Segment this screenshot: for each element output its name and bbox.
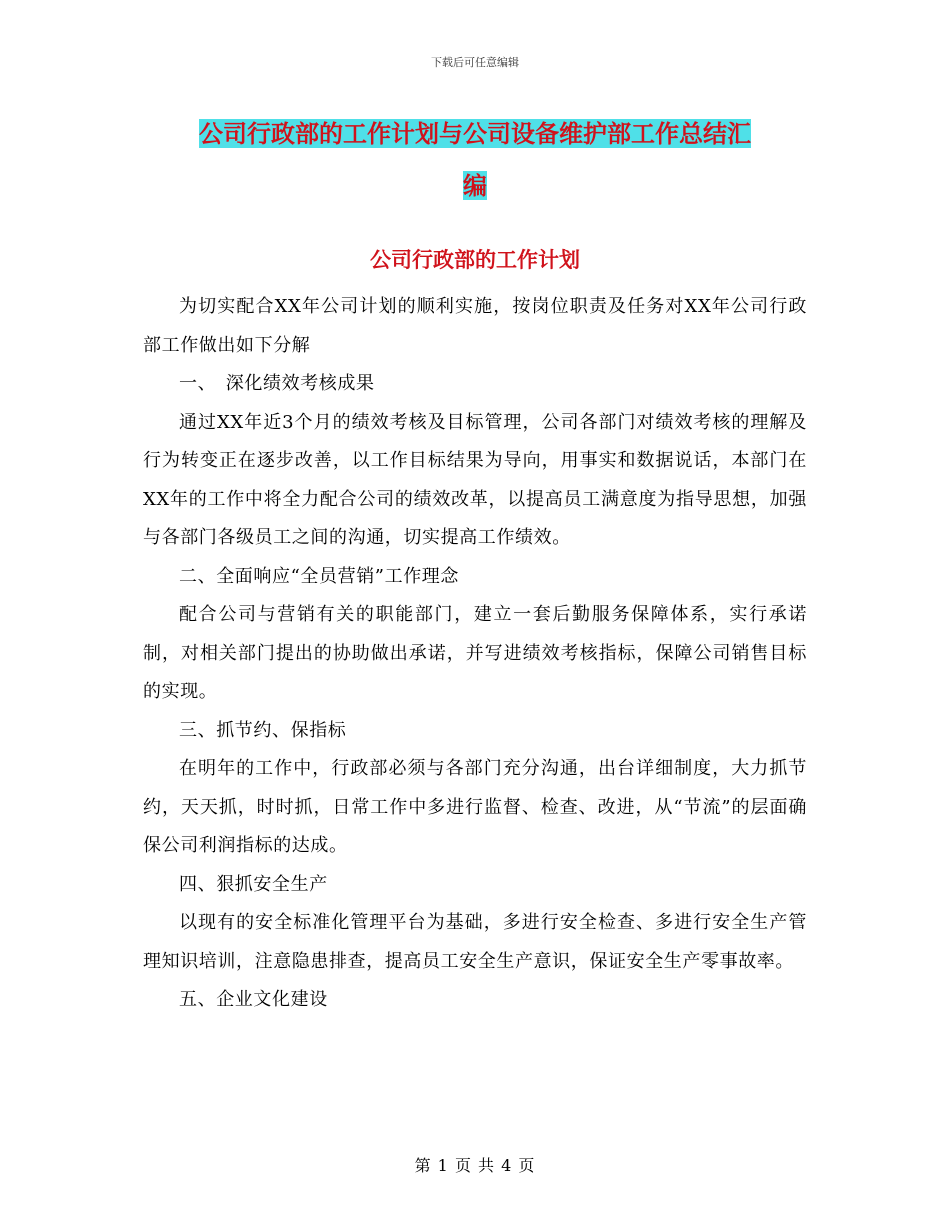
heading-4: 四、狠抓安全生产 xyxy=(179,873,328,895)
paragraph-1: 通过XX年近3个月的绩效考核及目标管理，公司各部门对绩效考核的理解及行为转变正在逐步改善，以工作目标结果为导向，用事实和数据说话，本部门在XX年的工作中将全力配合公司的绩效改革，以提高员工满意度为指导思想，加强与各部门各级员工之间的沟通，切实提高工作绩效。 xyxy=(143,411,807,548)
heading-1: 一、 深化绩效考核成果 xyxy=(179,373,375,394)
document-title-line-2: 编 xyxy=(463,171,487,200)
header-note: 下载后可任意编辑 xyxy=(431,56,519,69)
heading-2: 二、全面响应“全员营销”工作理念 xyxy=(179,565,460,587)
section-title: 公司行政部的工作计划 xyxy=(370,247,580,272)
document-title xyxy=(140,108,810,212)
page-footer: 第 1 页 共 4 页 xyxy=(414,1156,536,1175)
paragraph-2: 配合公司与营销有关的职能部门，建立一套后勤服务保障体系，实行承诺制，对相关部门提出的协助做出承诺，并写进绩效考核指标，保障公司销售目标的实现。 xyxy=(143,604,807,702)
document-title-line-1: 公司行政部的工作计划与公司设备维护部工作总结汇 xyxy=(199,119,751,148)
heading-3: 三、抓节约、保指标 xyxy=(179,719,347,741)
paragraph-intro: 为切实配合XX年公司计划的顺利实施，按岗位职责及任务对XX年公司行政部工作做出如下分解 xyxy=(143,296,807,356)
paragraph-4: 以现有的安全标准化管理平台为基础，多进行安全检查、多进行安全生产管理知识培训，注意隐患排查，提高员工安全生产意识，保证安全生产零事故率。 xyxy=(143,912,807,972)
paragraph-3: 在明年的工作中，行政部必须与各部门充分沟通，出台详细制度，大力抓节约，天天抓，时时抓，日常工作中多进行监督、检查、改进，从“节流”的层面确保公司利润指标的达成。 xyxy=(143,758,807,856)
heading-5: 五、企业文化建设 xyxy=(179,989,328,1010)
document-body xyxy=(143,288,807,1020)
